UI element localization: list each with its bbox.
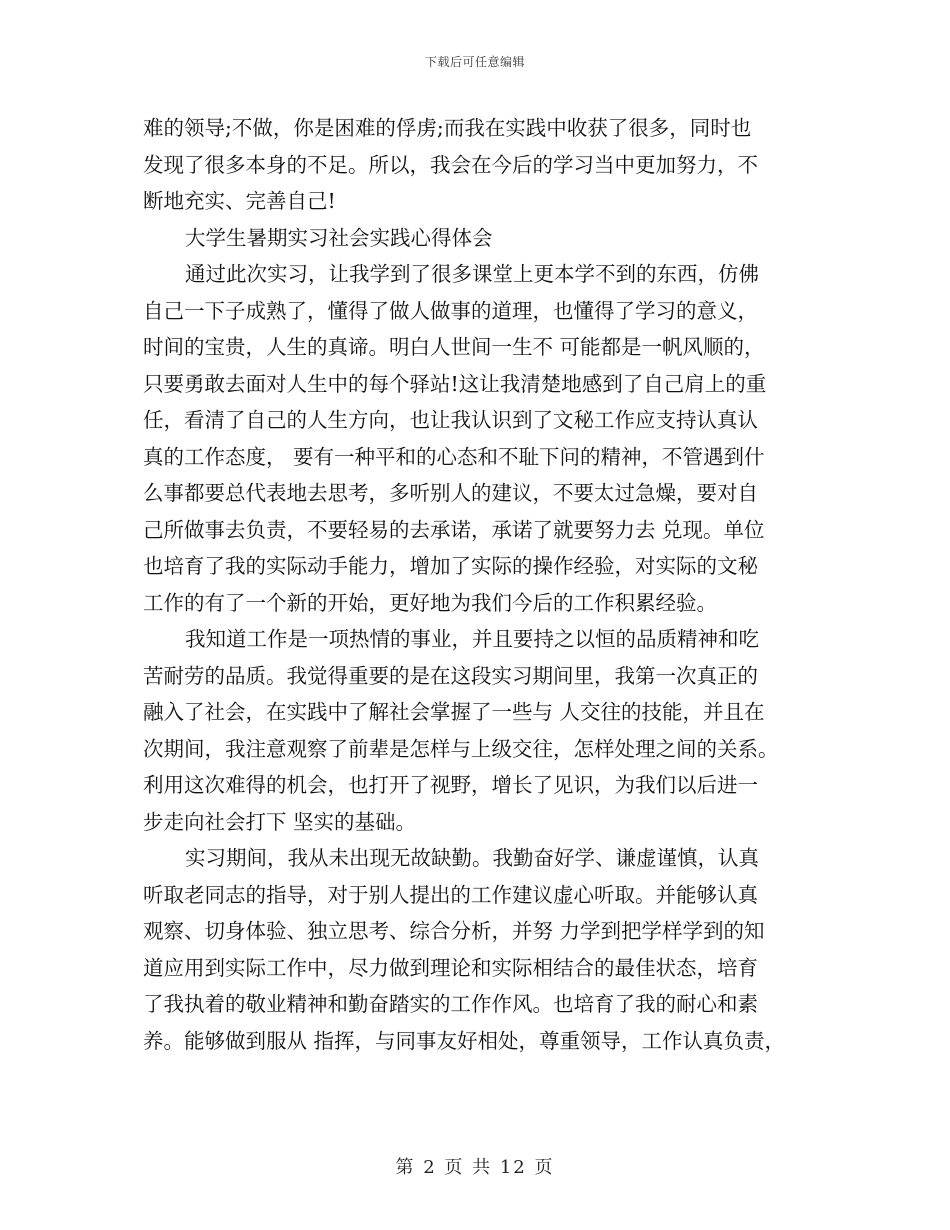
text-line: 步走向社会打下 坚实的基础。 [143,809,417,834]
text-line: 听取老同志的指导，对于别人提出的工作建议虚心听取。并能够认真 [143,882,758,907]
text-line: 难的领导;不做，你是困难的俘虏;而我在实践中收获了很多，同时也 [143,116,752,140]
text-line: 只要勇敢去面对人生中的每个驿站!这让我清楚地感到了自己肩上的重 [143,371,767,396]
text-line: 也培育了我的实际动手能力，增加了实际的操作经验，对实际的文秘 [143,554,758,578]
text-line: 么事都要总代表地去思考，多听别人的建议，不要太过急燥，要对自 [143,481,758,505]
text-line: 观察、切身体验、独立思考、综合分析，并努 力学到把学样学到的知 [143,919,765,943]
text-line: 时间的宝贵，人生的真谛。明白人世间一生不 可能都是一帆风顺的， [143,335,765,359]
text-line: 了我执着的敬业精神和勤奋踏实的工作作风。也培育了我的耐心和素 [143,992,758,1016]
page-header: 下载后可任意编辑 [424,55,525,69]
section-heading: 大学生暑期实习社会实践心得体会 [185,225,493,250]
text-line: 利用这次难得的机会，也打开了视野，增长了见识，为我们以后进一 [143,773,758,797]
text-line: 工作的有了一个新的开始，更好地为我们今后的工作积累经验。 [143,590,717,615]
text-line: 次期间，我注意观察了前辈是怎样与上级交往，怎样处理之间的关系。 [143,736,779,761]
page-footer: 第 2 页 共 12 页 [395,1157,555,1178]
text-line: 发现了很多本身的不足。所以，我会在今后的学习当中更加努力，不 [143,152,758,177]
text-line: 己所做事去负责，不要轻易的去承诺，承诺了就要努力去 兑现。单位 [143,517,765,542]
text-line: 融入了社会，在实践中了解社会掌握了一些与 人交往的技能，并且在 [143,700,765,724]
text-line: 真的工作态度， 要有一种平和的心态和不耻下问的精神，不管遇到什 [143,444,765,469]
text-line: 实习期间，我从未出现无故缺勤。我勤奋好学、谦虚谨慎，认真 [185,846,759,870]
text-line: 养。能够做到服从 指挥，与同事友好相处，尊重领导，工作认真负责， [143,1028,786,1053]
text-line: 我知道工作是一项热情的事业，并且要持之以恒的品质精神和吃 [185,627,759,651]
text-line: 断地充实、完善自己! [143,189,336,213]
text-line: 道应用到实际工作中，尽力做到理论和实际相结合的最佳状态，培育 [143,955,758,980]
text-line: 自己一下子成熟了，懂得了做人做事的道理，也懂得了学习的意义， [143,298,758,323]
text-line: 任，看清了自己的人生方向，也让我认识到了文秘工作应支持认真认 [143,408,758,432]
text-line: 通过此次实习，让我学到了很多课堂上更本学不到的东西，仿佛 [185,262,759,286]
document-body [143,110,813,1059]
text-line: 苦耐劳的品质。我觉得重要的是在这段实习期间里，我第一次真正的 [143,663,758,688]
